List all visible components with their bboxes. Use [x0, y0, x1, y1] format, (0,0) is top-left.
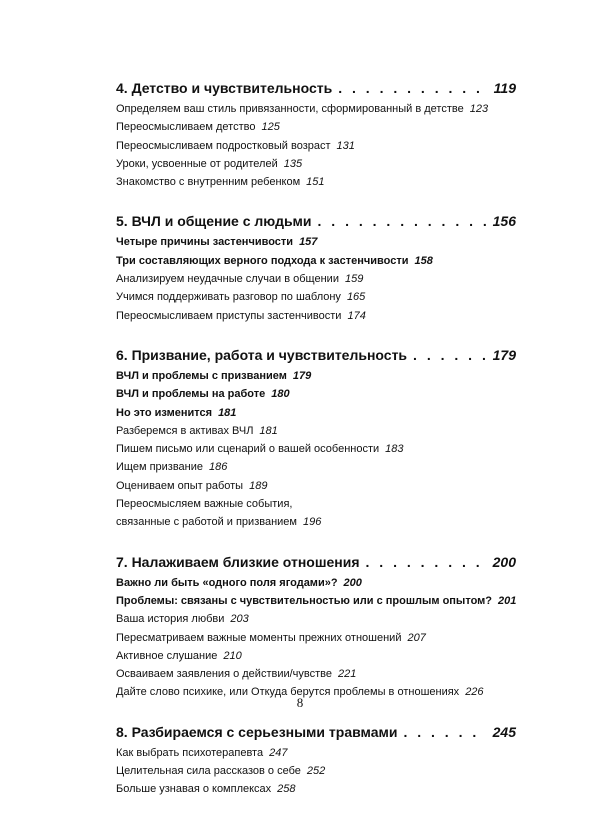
- dot-leader: [403, 722, 486, 742]
- dot-leader: [318, 211, 487, 231]
- entry-title: ВЧЛ и проблемы с призванием: [116, 369, 287, 382]
- chapter-heading: [116, 78, 516, 98]
- entry-page-number: 151: [306, 176, 325, 189]
- entry-title: Три составляющих верного подхода к застенчивости: [116, 254, 409, 267]
- toc-entry: [116, 385, 516, 403]
- entry-title: Переосмысливаем детство: [116, 121, 256, 134]
- toc-entry: [116, 252, 516, 270]
- entry-page-number: 174: [347, 309, 366, 322]
- chapter-title: 6. Призвание, работа и чувствительность: [116, 346, 408, 363]
- entry-title: Пишем письмо или сценарий о вашей особенности: [116, 443, 380, 456]
- entry-title: Четыре причины застенчивости: [116, 236, 294, 249]
- toc-entry: [116, 513, 516, 531]
- entry-page-number: 226: [465, 686, 484, 699]
- entry-title: Ваша история любви: [116, 613, 225, 626]
- toc-entry: [116, 307, 516, 325]
- toc-entry: [116, 574, 516, 592]
- entry-page-number: 157: [299, 236, 318, 249]
- chapter-section: [116, 211, 516, 324]
- toc-entry: [116, 744, 516, 762]
- dot-leader: [338, 78, 487, 98]
- toc-entry: [116, 233, 516, 251]
- entry-page-number: 131: [336, 139, 355, 152]
- toc-entry: [116, 100, 516, 118]
- toc-entry: [116, 592, 516, 610]
- toc-entry: [116, 367, 516, 385]
- toc-entry: [116, 477, 516, 495]
- entry-page-number: 247: [269, 746, 288, 759]
- entry-page-number: 189: [249, 479, 268, 492]
- chapter-heading: [116, 211, 516, 231]
- entry-page-number: 183: [385, 443, 404, 456]
- entry-page-number: 201: [498, 594, 517, 607]
- entry-page-number: 186: [209, 461, 228, 474]
- entry-title: Пересматриваем важные моменты прежних отношений: [116, 631, 402, 644]
- chapter-heading: [116, 345, 516, 365]
- chapter-section: [116, 552, 516, 702]
- entry-title: Как выбрать психотерапевта: [116, 746, 264, 759]
- toc-entry: [116, 610, 516, 628]
- toc-entry: [116, 495, 516, 513]
- entry-page-number: 158: [414, 254, 433, 267]
- entry-title: Целительная сила рассказов о себе: [116, 765, 301, 778]
- toc-entry: [116, 762, 516, 780]
- toc-entry: [116, 458, 516, 476]
- toc-entry: [116, 665, 516, 683]
- toc-entry: [116, 404, 516, 422]
- entry-title: Активное слушание: [116, 649, 218, 662]
- entry-page-number: 210: [223, 649, 242, 662]
- toc-entry: [116, 422, 516, 440]
- entry-title: Но это изменится: [116, 406, 213, 419]
- toc-entry: [116, 137, 516, 155]
- page-number: 8: [296, 695, 304, 710]
- chapter-section: [116, 722, 516, 799]
- toc-entry: [116, 440, 516, 458]
- entry-page-number: 203: [230, 613, 249, 626]
- entry-page-number: 258: [277, 783, 296, 796]
- entry-title: Осваиваем заявления о действии/чувстве: [116, 668, 332, 681]
- entry-page-number: 181: [218, 406, 237, 419]
- toc-entry: [116, 270, 516, 288]
- toc-entry: [116, 173, 516, 191]
- entry-title: Уроки, усвоенные от родителей: [116, 157, 278, 170]
- entry-page-number: 135: [283, 157, 303, 170]
- entry-title: Больше узнавая о комплексах: [116, 783, 272, 796]
- chapter-heading: [116, 552, 516, 572]
- dot-leader: [413, 345, 487, 365]
- entry-title: Важно ли быть «одного поля ягодами»?: [116, 576, 338, 589]
- chapter-page-number: 179: [492, 346, 516, 363]
- toc-entry: [116, 155, 516, 173]
- entry-title: Определяем ваш стиль привязанности, сформированный в детстве: [116, 103, 464, 115]
- toc-entry: [116, 118, 516, 136]
- chapter-title: 7. Налаживаем близкие отношения: [116, 553, 360, 570]
- entry-title: Знакомство с внутренним ребенком: [116, 176, 301, 189]
- chapter-section: [116, 345, 516, 532]
- chapter-page-number: 200: [492, 553, 516, 570]
- entry-title: Дайте слово психике, или Откуда берутся проблемы в отношениях: [116, 686, 460, 699]
- entry-title: Анализируем неудачные случаи в общении: [116, 273, 339, 286]
- entry-page-number: 179: [292, 369, 312, 382]
- chapter-heading: [116, 722, 516, 742]
- entry-page-number: 196: [302, 516, 322, 529]
- chapter-title: 4. Детство и чувствительность: [116, 80, 333, 96]
- entry-title: Разберемся в активах ВЧЛ: [116, 424, 254, 437]
- toc-entry: [116, 288, 516, 306]
- toc-entry: [116, 780, 516, 798]
- entry-title: связанные с работой и призванием: [116, 516, 297, 529]
- entry-page-number: 252: [306, 765, 326, 778]
- entry-title: Учимся поддерживать разговор по шаблону: [116, 291, 341, 304]
- entry-title: ВЧЛ и проблемы на работе: [116, 388, 266, 401]
- dot-leader: [366, 552, 487, 572]
- chapter-title: 5. ВЧЛ и общение с людьми: [116, 213, 312, 230]
- entry-page-number: 165: [346, 291, 366, 304]
- toc-entry: [116, 629, 516, 647]
- entry-page-number: 180: [271, 388, 290, 401]
- chapter-page-number: 245: [492, 723, 516, 740]
- entry-page-number: 125: [261, 121, 280, 134]
- entry-title: Переосмысляем важные события,: [116, 498, 293, 511]
- chapter-section: [116, 78, 516, 191]
- chapter-page-number: 119: [493, 80, 516, 96]
- entry-page-number: 159: [344, 273, 364, 286]
- entry-page-number: 221: [338, 668, 357, 681]
- entry-title: Ищем призвание: [116, 461, 204, 474]
- toc-entry: [116, 647, 516, 665]
- entry-title: Переосмысливаем подростковый возраст: [116, 139, 331, 152]
- entry-page-number: 123: [469, 103, 489, 115]
- entry-title: Проблемы: связаны с чувствительностью или с прошлым опытом?: [116, 594, 493, 607]
- entry-page-number: 207: [407, 631, 426, 644]
- entry-title: Переосмысливаем приступы застенчивости: [116, 309, 342, 322]
- entry-title: Оцениваем опыт работы: [116, 479, 244, 492]
- chapter-page-number: 156: [492, 213, 516, 230]
- chapter-title: 8. Разбираемся с серьезными травмами: [116, 723, 398, 740]
- entry-page-number: 181: [259, 424, 278, 437]
- entry-page-number: 200: [343, 576, 362, 589]
